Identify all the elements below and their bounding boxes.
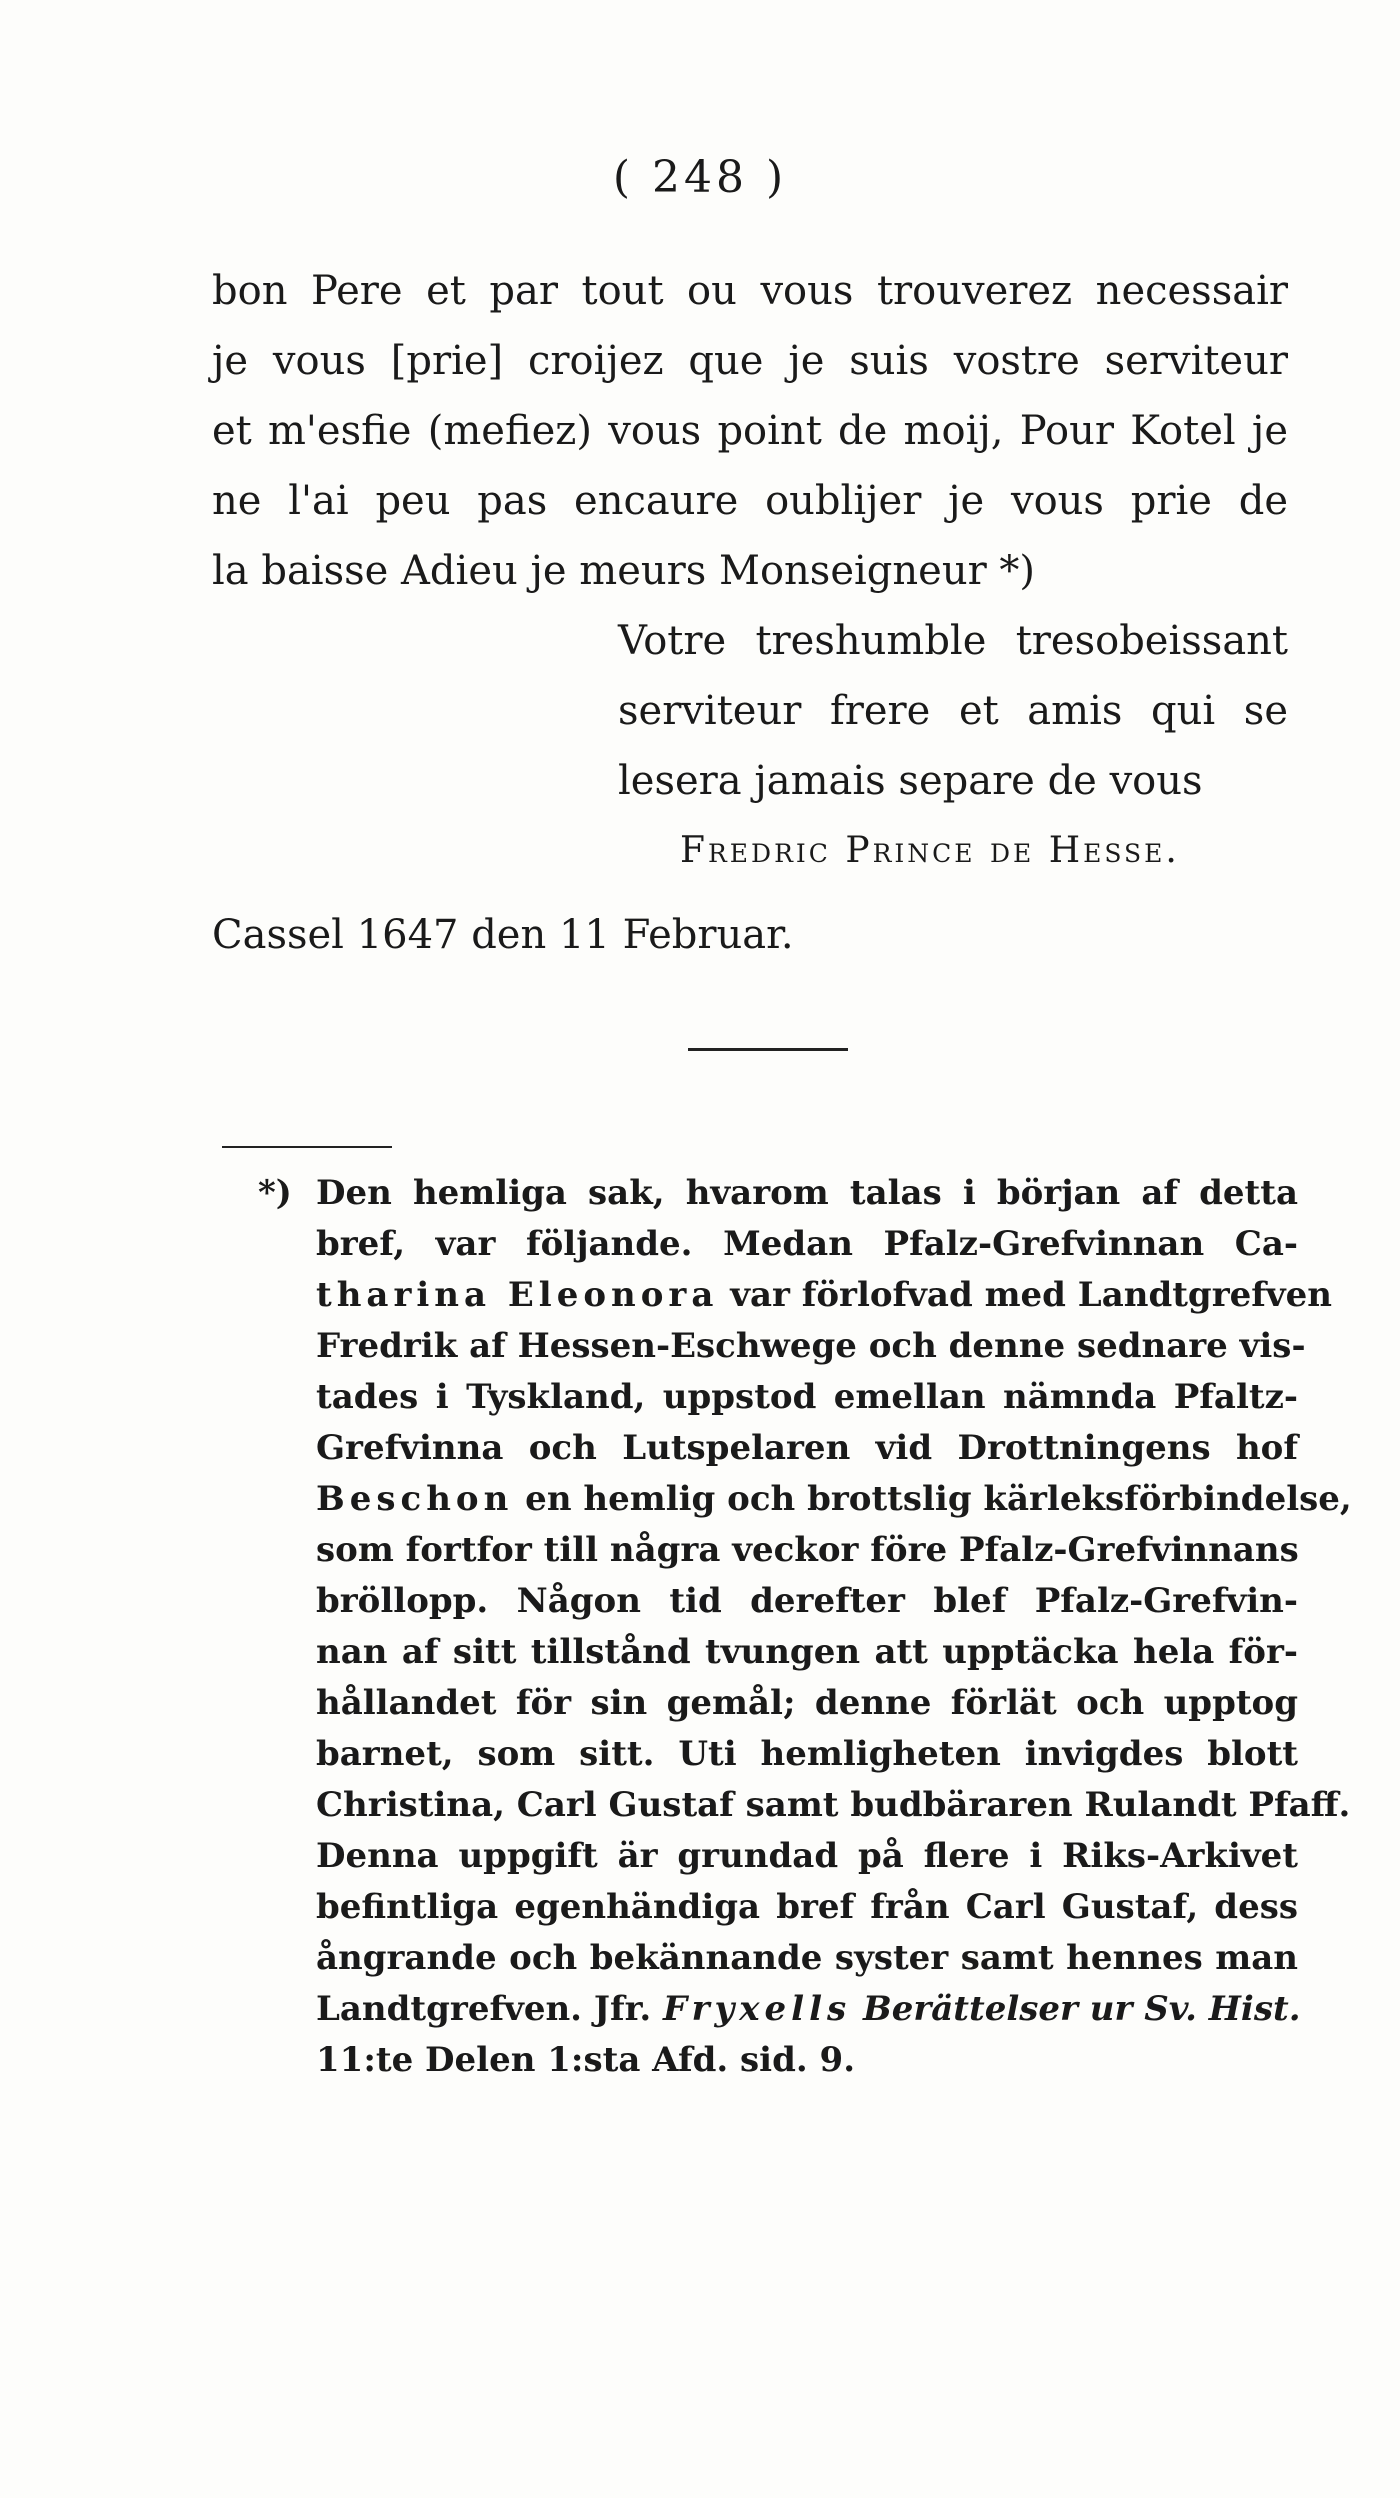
footnote-line-4: Fredrik af Hessen-Eschwege och denne sednare vis-: [316, 1326, 1306, 1366]
section-divider: [688, 1048, 848, 1051]
letter-dateline: Cassel 1647 den 11 Februar.: [212, 912, 794, 958]
signoff-line-3: lesera jamais separe de vous: [618, 758, 1203, 804]
letter-line-4: ne l'ai peu pas encaure oublijer je vous prie de: [212, 478, 1288, 524]
signoff-line-2: serviteur frere et amis qui se: [618, 688, 1288, 734]
footnote-line-2: bref, var följande. Medan Pfalz-Grefvinnan Ca-: [316, 1224, 1298, 1264]
footnote-line-3: [258, 1270, 1332, 1321]
letter-body: [212, 256, 1288, 606]
footnote-line-12: barnet, som sitt. Uti hemligheten invigdes blott: [316, 1734, 1298, 1774]
footnote-name-beschon: Beschon: [316, 1479, 514, 1519]
footnote-marker: *): [258, 1173, 292, 1213]
footnote-name-catharina: tharina Eleonora: [316, 1275, 719, 1315]
letter-line-2: je vous [prie] croijez que je suis vostre serviteur: [212, 338, 1288, 384]
footnote-line-7: [258, 1474, 1352, 1525]
footnote-line-1: [258, 1168, 1298, 1219]
footnote-line-18: 11:te Delen 1:sta Afd. sid. 9.: [316, 2040, 856, 2080]
footnote-line-17-text-a: Landtgrefven. Jfr.: [316, 1989, 664, 2029]
page-number: ( 248 ): [612, 152, 788, 203]
footnote-author-fryxell: Fryxells: [663, 1989, 852, 2029]
footnote-line-5: tades i Tyskland, uppstod emellan nämnda Pfaltz-: [316, 1377, 1298, 1417]
footnote: [258, 1168, 1352, 2086]
letter-line-5: la baisse Adieu je meurs Monseigneur *): [212, 548, 1036, 594]
footnote-work-title: Berättelser ur Sv. Hist.: [851, 1989, 1301, 2029]
letter-signoff: [618, 606, 1288, 816]
footnote-line-1-text: Den hemliga sak, hvarom talas i början af detta: [316, 1173, 1298, 1213]
footnote-line-14: Denna uppgift är grundad på flere i Riks-Arkivet: [316, 1836, 1298, 1876]
letter-signature: Fredric Prince de Hesse.: [680, 830, 1180, 871]
footnote-line-10: nan af sitt tillstånd tvungen att upptäcka hela för-: [316, 1632, 1298, 1672]
footnote-line-15: befintliga egenhändiga bref från Carl Gustaf, dess: [316, 1887, 1298, 1927]
footnote-line-8: som fortfor till några veckor före Pfalz-Grefvinnans: [316, 1530, 1299, 1570]
letter-line-1: bon Pere et par tout ou vous trouverez necessair: [212, 268, 1288, 314]
footnote-divider: [222, 1146, 392, 1148]
footnote-line-17: [258, 1984, 1301, 2035]
footnote-line-13: Christina, Carl Gustaf samt budbäraren Rulandt Pfaff.: [316, 1785, 1351, 1825]
footnote-line-3-text: var förlofvad med Landtgrefven: [718, 1275, 1332, 1315]
footnote-line-7-text: en hemlig och brottslig kärleksförbindelse,: [513, 1479, 1352, 1519]
footnote-line-11: hållandet för sin gemål; denne förlät och upptog: [316, 1683, 1298, 1723]
footnote-line-16: ångrande och bekännande syster samt hennes man: [316, 1938, 1298, 1978]
letter-line-3: et m'esfie (mefiez) vous point de moij, Pour Kotel je: [212, 408, 1288, 454]
footnote-line-9: bröllopp. Någon tid derefter blef Pfalz-Grefvin-: [316, 1581, 1298, 1621]
footnote-line-6: Grefvinna och Lutspelaren vid Drottningens hof: [316, 1428, 1298, 1468]
signoff-line-1: Votre treshumble tresobeissant: [618, 618, 1288, 664]
